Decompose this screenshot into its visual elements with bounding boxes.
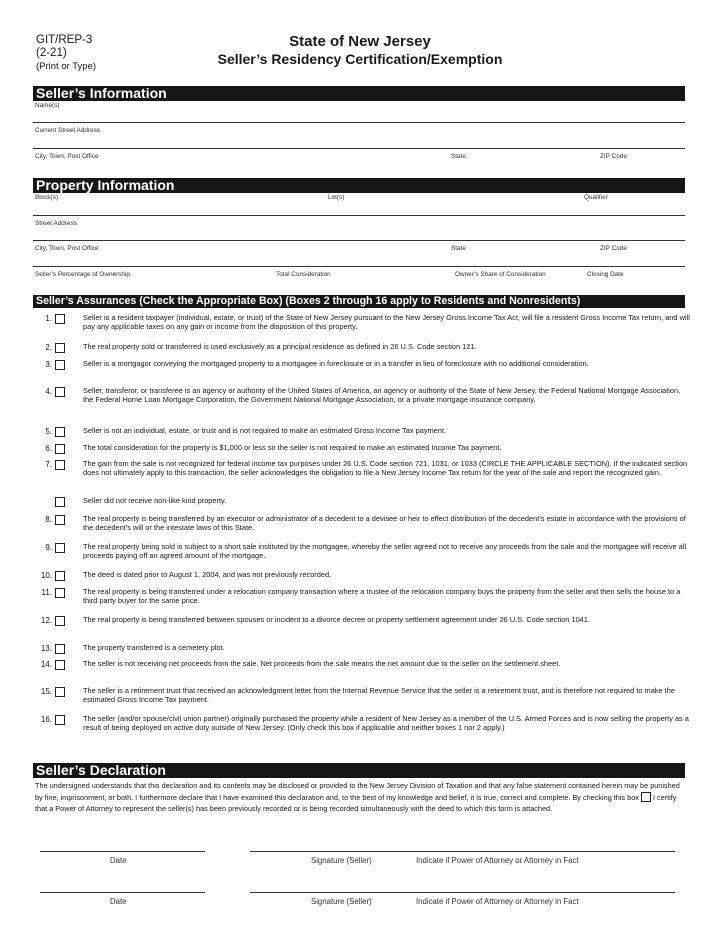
item-number: 10. (40, 571, 52, 580)
item-text: Seller is a resident taxpayer (individual, estate, or trust) of the State of New Jersey pursuant to the New Jersey Gross Income Tax Act, will file a resident Gross Income Tax return, and will pay any applicable taxes on any gain or income from the disposition of this property. (83, 313, 690, 331)
qualifier-label: Qualifier (584, 194, 608, 201)
item-number: 5. (45, 427, 52, 436)
item-text: The property transferred is a cemetery plot. (83, 643, 225, 652)
date-label-2: Date (110, 897, 127, 906)
item-number: 9. (45, 543, 52, 552)
assurance-checkbox-13[interactable] (55, 644, 65, 654)
assurance-checkbox-15[interactable] (55, 687, 65, 697)
item-number: 12. (40, 616, 52, 625)
item-number: 16. (40, 715, 52, 724)
assurance-checkbox-1[interactable] (55, 314, 65, 324)
date-line-2[interactable] (40, 892, 205, 893)
item-number: 7. (45, 460, 52, 469)
state-label: State (451, 153, 466, 160)
item-text: The real property being sold is subject to a short sale instituted by the mortgagee, whereby the seller agreed not to receive any proceeds from the sale and the mortgagee will receive all proceeds paying off an agreed amount of the mortgage. (83, 542, 687, 560)
zip-label: ZIP Code (600, 153, 627, 160)
total-consideration-label: Total Consideration (276, 271, 331, 278)
assurance-checkbox-6[interactable] (55, 444, 65, 454)
property-information-heading: Property Information (33, 178, 685, 193)
signature-line-1[interactable] (250, 851, 675, 852)
property-state-label: State (451, 245, 466, 252)
assurance-checkbox-2[interactable] (55, 343, 65, 353)
item-number: 13. (40, 644, 52, 653)
assurance-checkbox-3[interactable] (55, 360, 65, 370)
item-number: 6. (45, 444, 52, 453)
item-text: The real property sold or transferred is used exclusively as a principal residence as defined in 26 U.S. Code section 121. (83, 342, 477, 351)
item-number: 4. (45, 387, 52, 396)
sellers-information-heading: Seller’s Information (33, 86, 685, 101)
item-text: The seller (and/or spouse/civil union partner) originally purchased the property while a resident of New Jersey as a member of the U.S. Armed Forces and is now selling the property as a result of being deployed on active duty outside of New Jersey. (Only check this box if applicable and neither boxes 1 nor 2 apply.) (83, 714, 689, 732)
page-title: State of New Jersey (289, 33, 431, 50)
item-number: 8. (45, 515, 52, 524)
street-line[interactable] (33, 148, 685, 149)
current-street-label: Current Street Address (35, 127, 101, 134)
date-line-1[interactable] (40, 851, 205, 852)
block-label: Block(s) (35, 194, 59, 201)
item-number: 14. (40, 660, 52, 669)
names-line[interactable] (33, 122, 685, 123)
assurance-checkbox-9[interactable] (55, 543, 65, 553)
signature-line-2[interactable] (250, 892, 675, 893)
item-text: Seller is a mortgagor conveying the mortgaged property to a mortgagee in foreclosure or in a transfer in lieu of foreclosure with no additional consideration. (83, 359, 589, 368)
ownership-percent-label: Seller’s Percentage of Ownership (35, 271, 130, 278)
owner-share-label: Owner’s Share of Consideration (455, 271, 546, 278)
page-subtitle: Seller’s Residency Certification/Exemption (217, 51, 503, 67)
poa-label-1: Indicate if Power of Attorney or Attorney in Fact (416, 856, 579, 865)
signature-label-2: Signature (Seller) (311, 897, 372, 906)
poa-label-2: Indicate if Power of Attorney or Attorney in Fact (416, 897, 579, 906)
item-text: Seller is not an individual, estate, or trust and is not required to make an estimated Gross Income Tax payment. (83, 426, 447, 435)
date-label-1: Date (110, 856, 127, 865)
form-revision: (2-21) (36, 47, 67, 59)
item-text: Seller did not receive non-like kind property. (83, 496, 227, 505)
assurances-heading: Seller’s Assurances (Check the Appropriate Box) (Boxes 2 through 16 apply to Residents and Nonresidents) (33, 295, 685, 308)
property-city-line[interactable] (33, 266, 685, 267)
print-note: (Print or Type) (36, 61, 97, 72)
assurance-checkbox-7[interactable] (55, 460, 65, 470)
assurance-checkbox-10[interactable] (55, 571, 65, 581)
property-zip-label: ZIP Code (600, 245, 627, 252)
lot-label: Lot(s) (328, 194, 345, 201)
assurance-checkbox-7-sub[interactable] (55, 497, 65, 507)
item-number: 1. (45, 314, 52, 323)
form-id: GIT/REP-3 (36, 34, 93, 46)
item-text: Seller, transferor, or transferee is an agency or authority of the United States of America, an agency or authority of the State of New Jersey, the Federal National Mortgage Association, the Federal Home Loan Mortgage Corporation, the Government National Mortgage Association, or a private mortgage insurance company. (83, 386, 681, 404)
item-number: 3. (45, 360, 52, 369)
item-number: 15. (40, 687, 52, 696)
item-text: The seller is a retirement trust that received an acknowledgment letter from the Internal Revenue Service that the seller is a retirement trust, and is therefore not required to make the estimated Gross Income Tax payment. (83, 686, 675, 704)
city-label: City, Town, Post Office (35, 153, 99, 160)
property-street-label: Street Address (35, 220, 77, 227)
declaration-heading: Seller’s Declaration (33, 763, 685, 778)
assurance-checkbox-14[interactable] (55, 660, 65, 670)
assurance-checkbox-4[interactable] (55, 387, 65, 397)
assurance-checkbox-11[interactable] (55, 588, 65, 598)
names-label: Name(s) (35, 102, 60, 109)
assurance-checkbox-12[interactable] (55, 616, 65, 626)
item-number: 2. (45, 343, 52, 352)
property-street-line[interactable] (33, 240, 685, 241)
item-text: The gain from the sale is not recognized for federal income tax purposes under 26 U.S. Code section 721, 1031, or 1033 (CIRCLE THE APPLICABLE SECTION). If the indicated section does not ultimately apply to this transaction, the seller acknowledges the obligation to file a New Jersey Income Tax return for the year of the sale and report the recognized gain. (83, 459, 688, 477)
declaration-text-before: The undersigned understands that this declaration and its contents may be disclosed or provided to the New Jersey Division of Taxation and that any false statement contained herein may be punished by fine, imprisonment, or both. I furthermore declare that I have examined this declaration and, to the best of my knowledge and belief, it is true, correct and complete. By checking this box (35, 781, 680, 802)
item-text: The seller is not receiving net proceeds from the sale. Net proceeds from the sale means the net amount due to the seller on the settlement sheet. (83, 659, 561, 668)
signature-label-1: Signature (Seller) (311, 856, 372, 865)
assurance-checkbox-16[interactable] (55, 715, 65, 725)
item-text: The real property is being transferred by an executor or administrator of a decedent to a devisee or heir to effect distribution of the decedent’s estate in accordance with the provisions of the decedent’s will or the intestate laws of this State. (83, 514, 686, 532)
assurance-checkbox-8[interactable] (55, 515, 65, 525)
item-text: The total consideration for the property is $1,000 or less so the seller is not required to make an estimated Income Tax payment. (83, 443, 502, 452)
item-text: The deed is dated prior to August 1, 2004, and was not previously recorded. (83, 570, 332, 579)
declaration-text (35, 780, 685, 815)
power-of-attorney-checkbox[interactable] (641, 792, 651, 802)
assurance-checkbox-5[interactable] (55, 427, 65, 437)
property-city-label: City, Town, Post Office (35, 245, 99, 252)
closing-date-label: Closing Date (587, 271, 624, 278)
item-text: The real property is being transferred under a relocation company transaction where a trustee of the relocation company buys the property from the seller and then sells the house to a third party buyer for the same price. (83, 587, 681, 605)
declaration-text-after: I certify that a Power of Attorney to represent the seller(s) has been previously recorded or is being recorded simultaneously with the deed to which this form is attached. (35, 792, 677, 814)
item-text: The real property is being transferred between spouses or incident to a divorce decree or property settlement agreement under 26 U.S. Code section 1041. (83, 615, 590, 624)
block-lot-line[interactable] (33, 215, 685, 216)
item-number: 11. (41, 588, 52, 597)
